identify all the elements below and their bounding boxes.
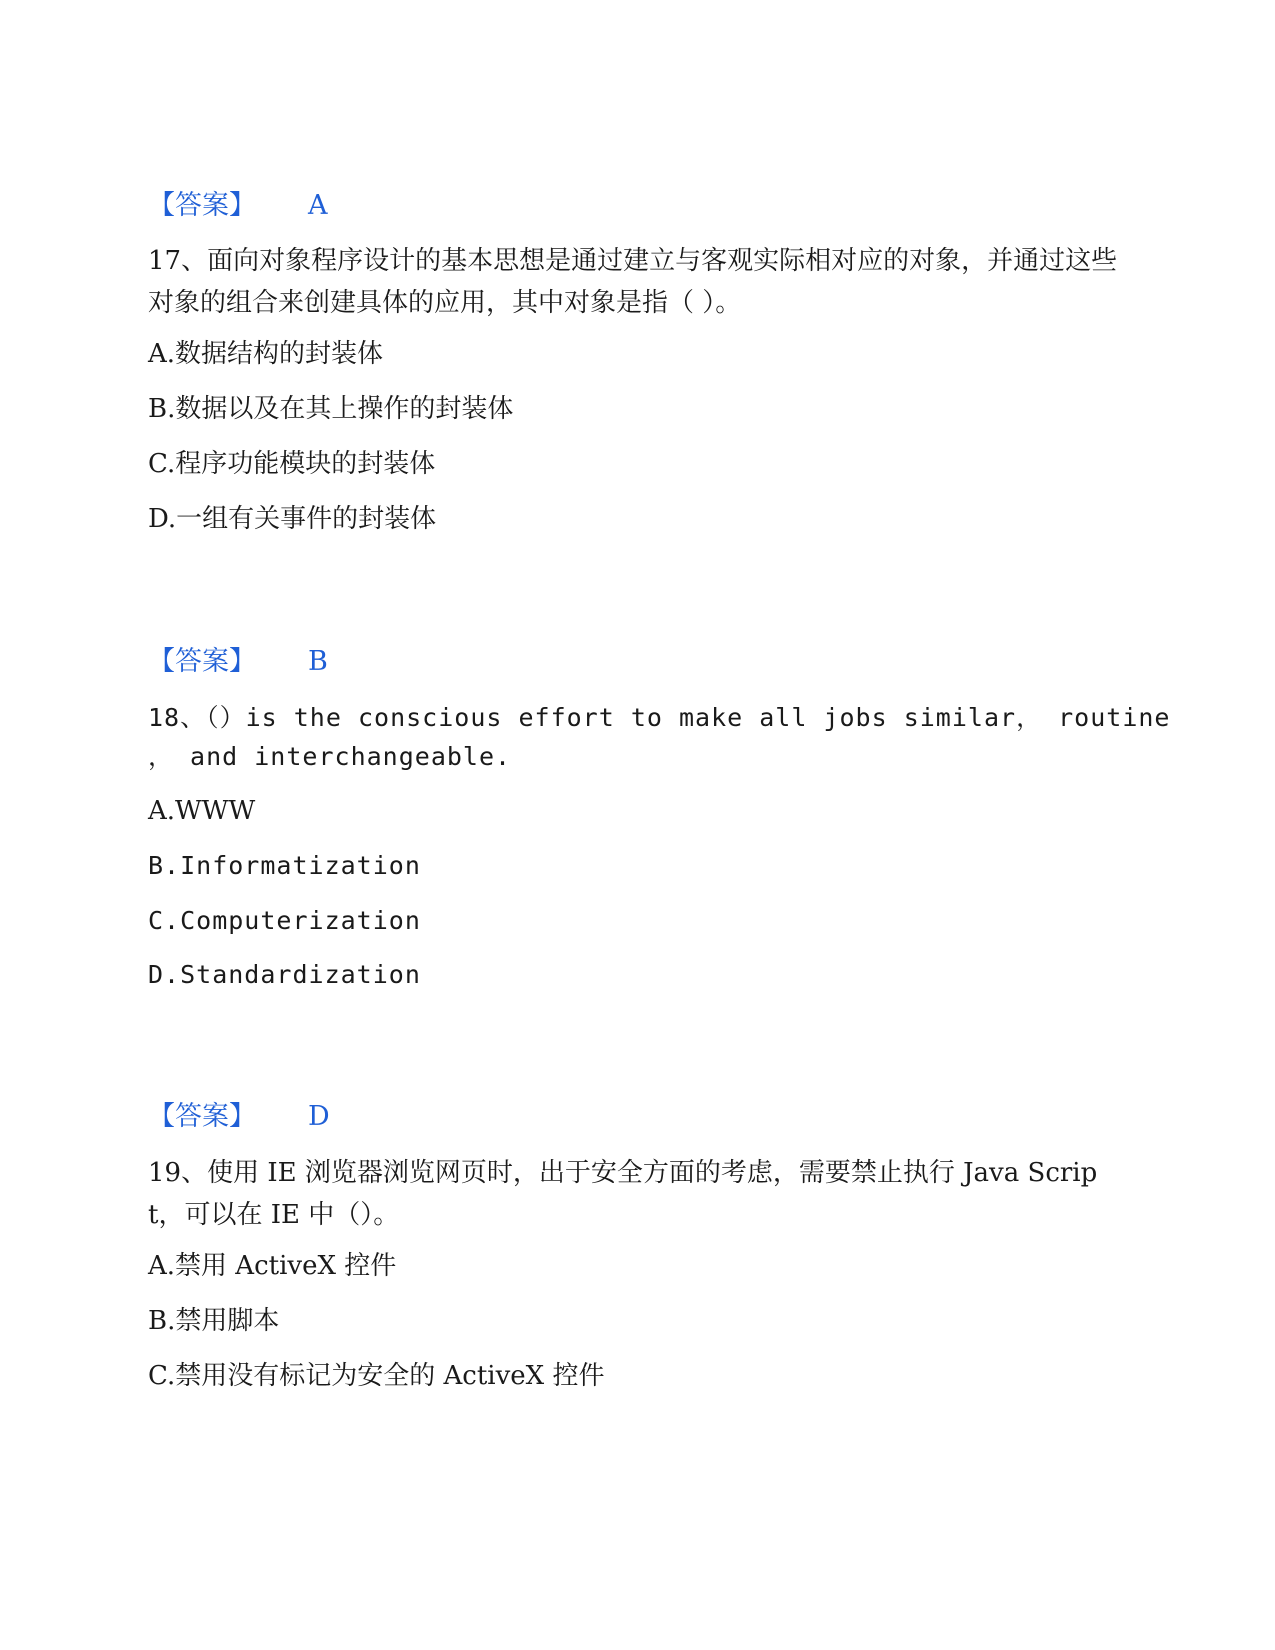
question-17-option-c: C.程序功能模块的封装体 (148, 449, 436, 479)
answer-value: B (308, 646, 328, 677)
answer-value: A (308, 190, 328, 221)
answer-line (148, 190, 328, 222)
question-18-option-d: D.Standardization (148, 960, 421, 989)
question-18-option-c: C.Computerization (148, 906, 421, 935)
question-17-option-d: D.一组有关事件的封装体 (148, 504, 437, 534)
question-17-option-a: A.数据结构的封装体 (148, 339, 384, 369)
answer-label: 【答案】 (148, 646, 256, 677)
answer-value: D (308, 1101, 330, 1132)
question-19-option-a: A.禁用 ActiveX 控件 (148, 1251, 397, 1281)
question-18-option-a: A.WWW (148, 796, 256, 826)
answer-line (148, 646, 328, 678)
question-19-option-c: C.禁用没有标记为安全的 ActiveX 控件 (148, 1361, 605, 1391)
question-18-text-line-1: 18、（）is the conscious effort to make all jobs similar， routine (148, 703, 1171, 732)
question-19-text: 19、使用 IE 浏览器浏览网页时，出于安全方面的考虑，需要禁止执行 Java Script，可以在 IE 中（）。 (148, 1158, 1098, 1230)
answer-line (148, 1101, 330, 1133)
question-18-text-line-2: ， and interchangeable. (148, 742, 512, 771)
question-17-text: 17、面向对象程序设计的基本思想是通过建立与客观实际相对应的对象，并通过这些对象的组合来创建具体的应用，其中对象是指（ ）。 (148, 246, 1118, 318)
question-17-option-b: B.数据以及在其上操作的封装体 (148, 394, 514, 424)
question-19-option-b: B.禁用脚本 (148, 1306, 280, 1336)
question-18-option-b: B.Informatization (148, 851, 421, 880)
answer-label: 【答案】 (148, 1101, 256, 1132)
answer-label: 【答案】 (148, 190, 256, 221)
